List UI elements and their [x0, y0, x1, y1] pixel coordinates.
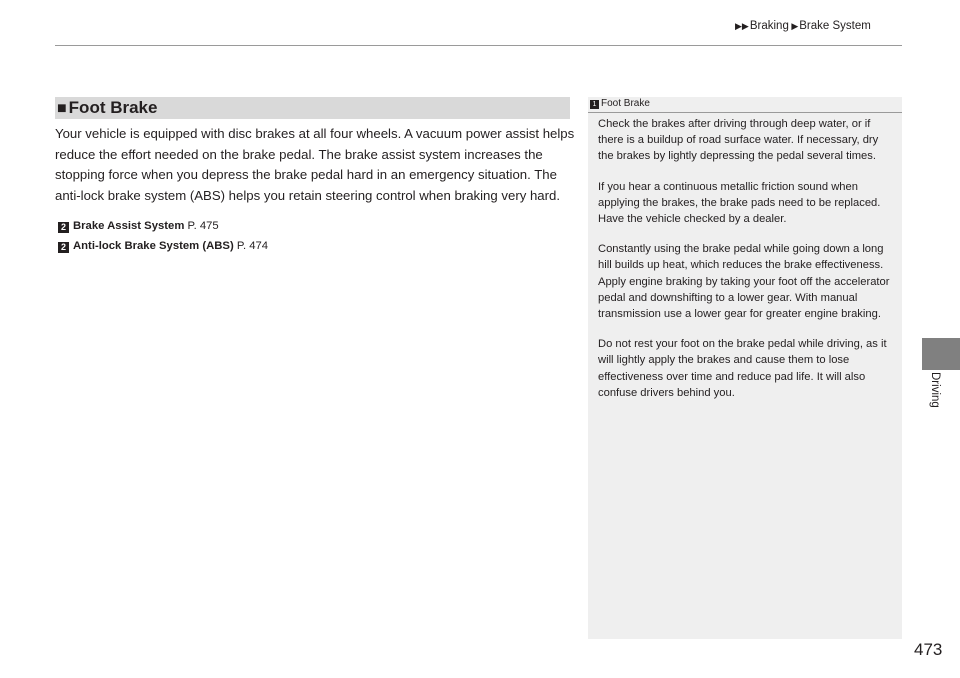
breadcrumb-arrow-icon: ▶	[788, 21, 799, 31]
cross-reference-brake-assist[interactable]	[58, 220, 219, 233]
header-divider	[55, 45, 902, 46]
sidebar-paragraph: Check the brakes after driving through deep water, or if there is a buildup of road surface water. If necessary, dry the brakes by lightly depressing the pedal several times.	[598, 118, 879, 163]
breadcrumb-item-brake-system[interactable]: Brake System	[799, 20, 871, 32]
sidebar-paragraph: Do not rest your foot on the brake pedal while driving, as it will lightly apply the brakes and cause them to lose effectiveness over time and reduce pad life. It will also confuse drivers behind you.	[598, 338, 887, 399]
square-bullet-icon: ■	[57, 100, 67, 117]
breadcrumb-arrow-icon: ▶▶	[735, 21, 749, 31]
cross-reference-page: P. 475	[187, 220, 219, 232]
sidebar-paragraph: If you hear a continuous metallic friction sound when applying the brakes, the brake pads need to be replaced. Have the vehicle checked by a dealer.	[598, 180, 881, 226]
breadcrumb	[735, 20, 871, 32]
cross-reference-title: Brake Assist System	[73, 220, 185, 232]
note-number-icon: 1	[590, 100, 599, 109]
sidebar-heading-text: Foot Brake	[601, 98, 650, 109]
chapter-tab-label	[926, 372, 956, 432]
chapter-tab-text: Driving	[929, 372, 941, 408]
body-paragraph: Your vehicle is equipped with disc brakes at all four wheels. A vacuum power assist helps reduce the effort needed on the brake pedal. The brake assist system increases the stopping force when you depress the brake pedal hard in an emergency situation. The anti-lock brake system (ABS) helps you retain steering control when braking very hard.	[55, 126, 575, 203]
cross-reference-page: P. 474	[236, 240, 269, 252]
chapter-tab[interactable]	[922, 338, 960, 370]
cross-reference-arrow-icon: 2	[58, 242, 69, 253]
cross-reference-arrow-icon: 2	[58, 222, 69, 233]
sidebar-body	[598, 116, 894, 415]
section-heading-bar	[55, 97, 570, 119]
cross-reference-title: Anti-lock Brake System (ABS)	[73, 240, 234, 252]
page-number: 473	[914, 640, 943, 659]
section-title	[57, 97, 157, 120]
section-title-text: Foot Brake	[68, 98, 158, 117]
cross-reference-abs[interactable]	[58, 240, 268, 253]
notes-sidebar	[588, 97, 902, 639]
breadcrumb-item-braking[interactable]: Braking	[749, 20, 789, 32]
sidebar-paragraph: Constantly using the brake pedal while going down a long hill builds up heat, which reduces the brake effectiveness. Apply engine braking by taking your foot off the accelerator pedal and downshifting to a lower gear. With manual transmission use a lower gear for greater engine braking.	[598, 243, 890, 321]
sidebar-heading	[588, 97, 902, 113]
